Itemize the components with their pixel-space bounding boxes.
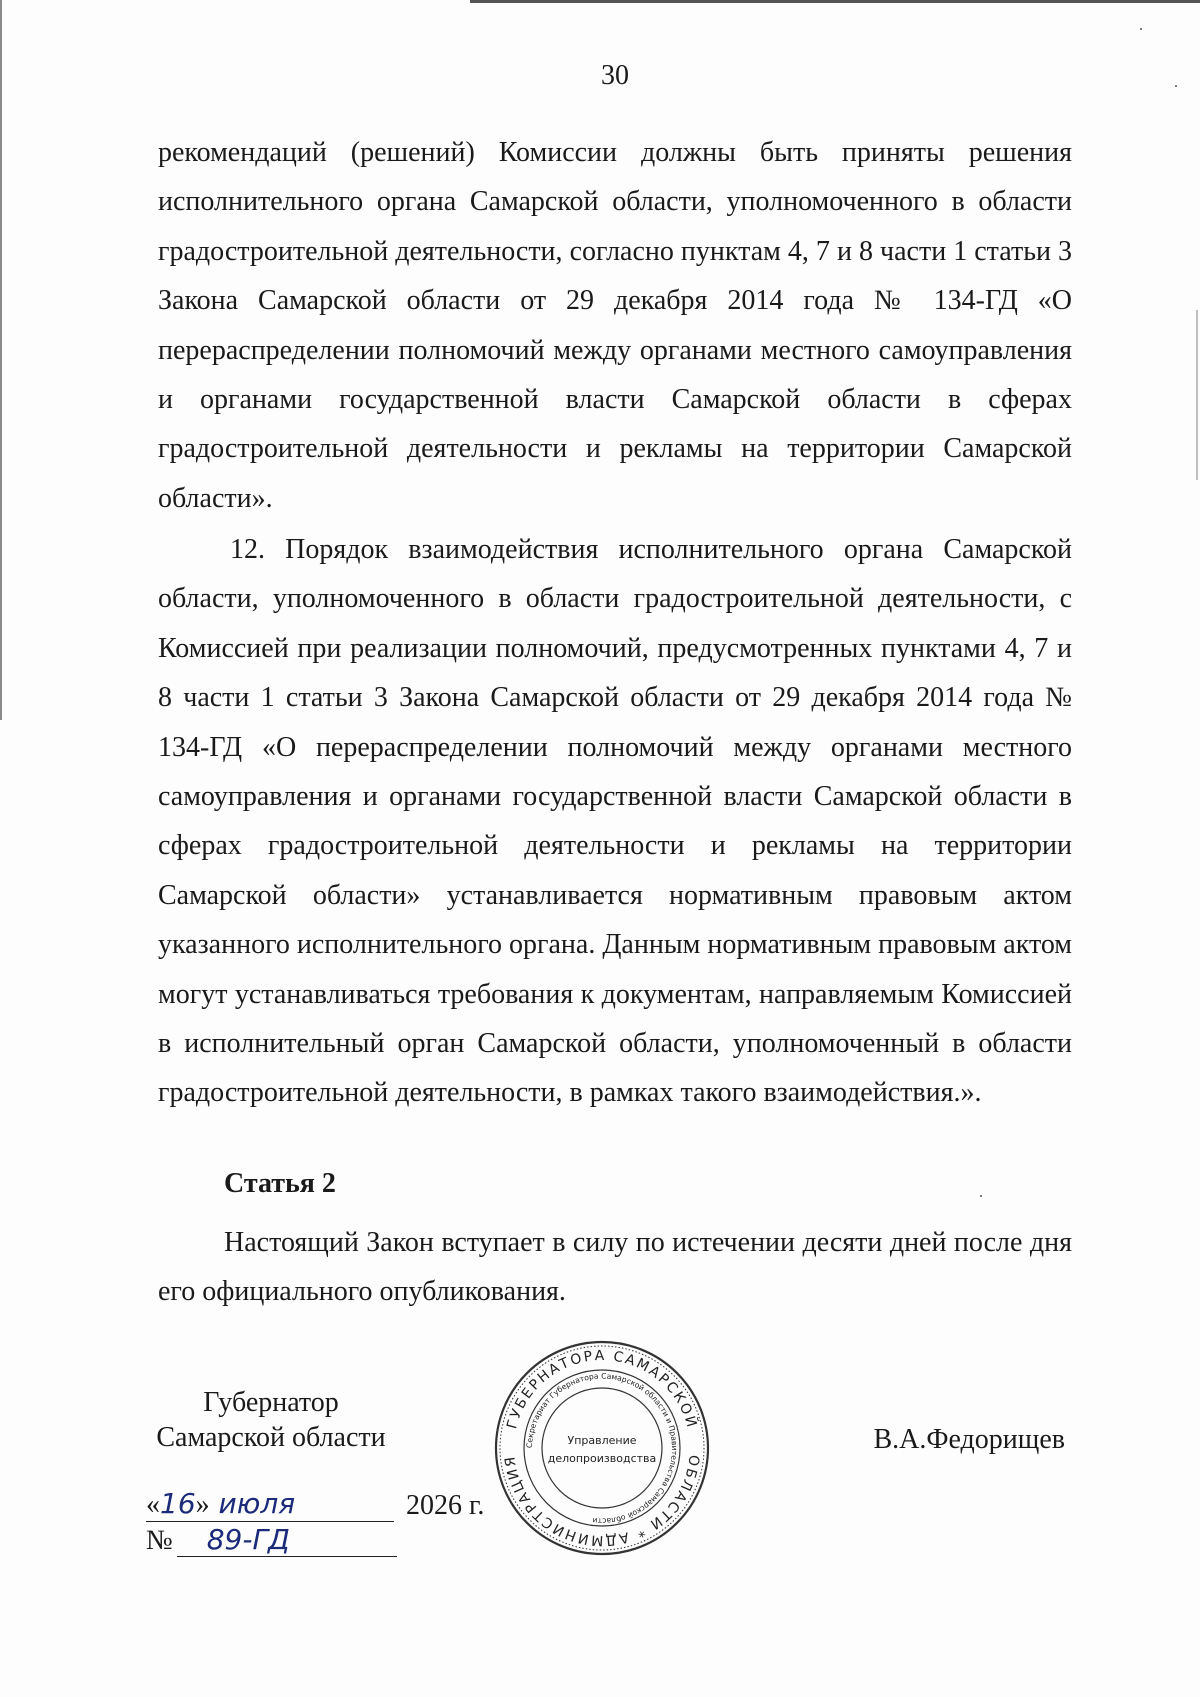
- paragraph-continuation: рекомендаций (решений) Комиссии должны быть приняты решения исполнительного органа Самарской области, уполномоченного в области градостроительной деятельности, согласно пунктам 4, 7 и 8 части 1 статьи 3 Закона Самарской области от 29 декабря 2014 года № 134-ГД «О перераспределении полномочий между органами местного самоуправления и органами государственной власти Самарской области в сферах градостроительной деятельности и рекламы на территории Самарской области».: [158, 137, 1072, 514]
- position-line-2: Самарской области: [156, 1422, 386, 1453]
- scan-right-border: [1196, 310, 1198, 480]
- paragraph-item-12: 12. Порядок взаимодействия исполнительного органа Самарской области, уполномоченного в области градостроительной деятельности, с Комиссией при реализации полномочий, предусмотренных пунктами 4, 7 и 8 части 1 статьи 3 Закона Самарской области от 29 декабря 2014 года № 134-ГД «О перераспределении полномочий между органами местного самоуправления и органами государственной власти Самарской области в сферах градостроительной деятельности и рекламы на территории Самарской области» устанавливается нормативным правовым актом указанного исполнительного органа. Данным нормативным правовым актом могут устанавливаться требования к документам, направляемым Комиссией в исполнительный орган Самарской области, уполномоченный в области градостроительной деятельности, в рамках такого взаимодействия.».: [158, 534, 1073, 1109]
- signatory-position: [146, 1385, 396, 1455]
- handwritten-date: «16» июля: [146, 1488, 394, 1522]
- scan-speck: [980, 1195, 982, 1197]
- date-year: 2026 г.: [406, 1490, 485, 1521]
- scan-left-border: [0, 0, 2, 720]
- article-title: Статья 2: [224, 1168, 336, 1199]
- handwritten-month: июля: [218, 1487, 296, 1520]
- stamp-center-line-2: делопроизводства: [547, 1452, 657, 1465]
- handwritten-number: 89-ГД: [177, 1524, 397, 1557]
- official-stamp: [492, 1338, 712, 1558]
- article-text: Настоящий Закон вступает в силу по истечении десяти дней после дня его официального опубликования.: [158, 1227, 1072, 1308]
- signing-date: [146, 1488, 484, 1522]
- law-number: [146, 1524, 397, 1557]
- scan-speck: [1140, 28, 1142, 30]
- stamp-inner-text: Секретариат Губернатора Самарской области и Правительства Самарской области: [524, 1371, 680, 1526]
- stamp-outer-text-bottom: ОБЛАСТИ * АДМИНИСТРАЦИЯ: [502, 1453, 702, 1549]
- handwritten-day: 16: [160, 1487, 196, 1520]
- stamp-outer-text-top: ГУБЕРНАТОРА САМАРСКОЙ: [504, 1347, 700, 1431]
- page-number: 30: [601, 60, 629, 91]
- number-label: №: [146, 1525, 173, 1556]
- position-line-1: Губернатор: [203, 1387, 339, 1418]
- signatory-name: В.А.Федорищев: [873, 1424, 1065, 1455]
- stamp-center-line-1: Управление: [567, 1434, 637, 1447]
- scan-top-border: [470, 0, 1200, 3]
- stamp-inner-ring: [542, 1388, 662, 1508]
